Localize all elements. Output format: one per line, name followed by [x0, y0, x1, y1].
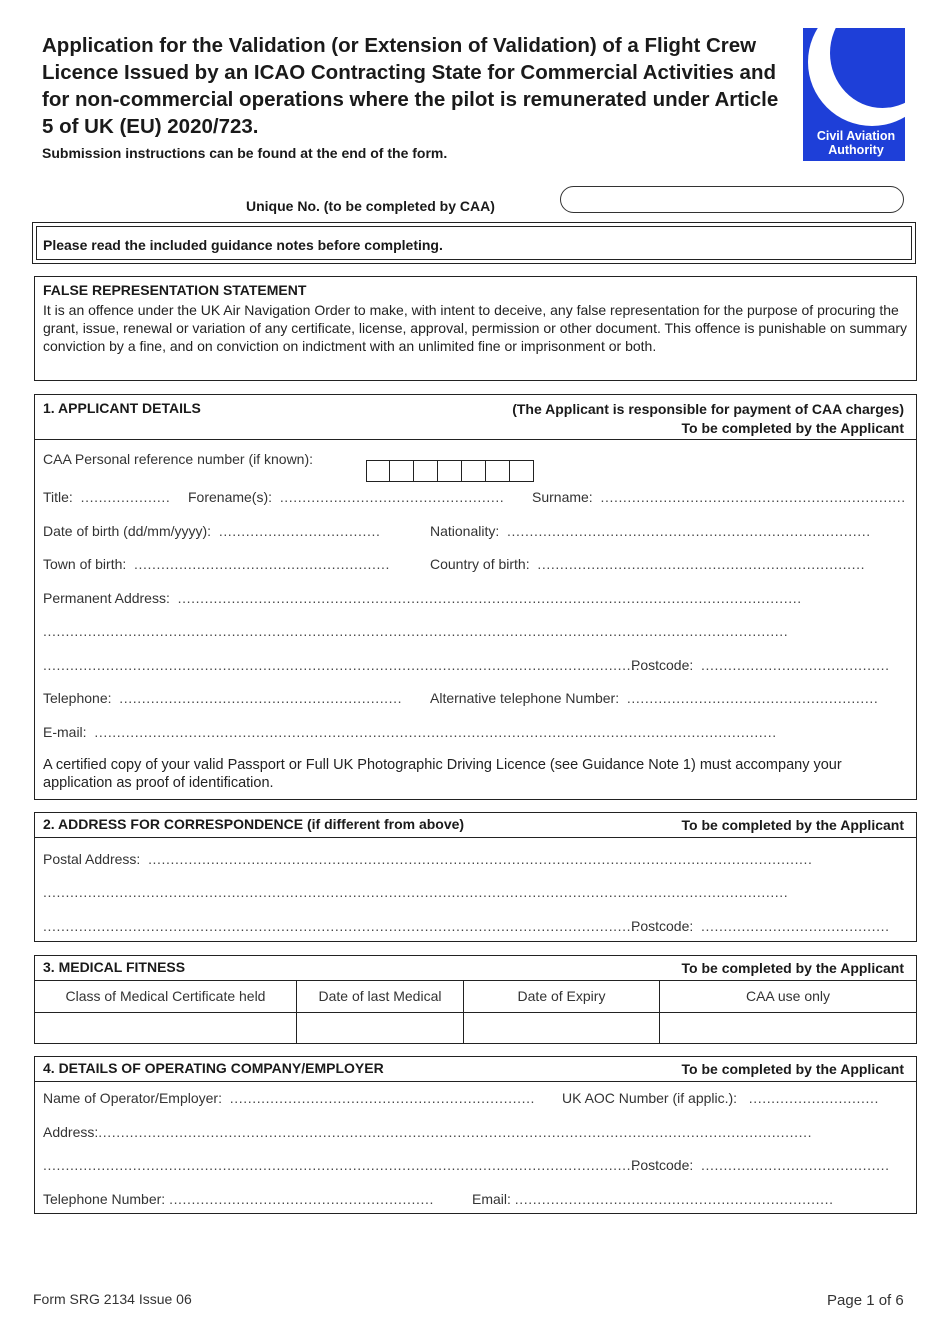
medical-class-cell[interactable]	[35, 1013, 297, 1044]
section-3-title: 3. MEDICAL FITNESS	[43, 959, 186, 975]
operator-name-label: Name of Operator/Employer:	[43, 1090, 222, 1106]
unique-number-label: Unique No. (to be completed by CAA)	[246, 198, 495, 214]
section-3-completion-note: To be completed by the Applicant	[681, 960, 904, 976]
logo-ring-cut-shape	[858, 28, 905, 88]
medical-col-last-date: Date of last Medical	[297, 980, 464, 1012]
medical-expiry-cell[interactable]	[464, 1013, 660, 1044]
section-4-title: 4. DETAILS OF OPERATING COMPANY/EMPLOYER	[43, 1060, 384, 1076]
alt-telephone-field[interactable]: Alternative telephone Number: ........................................................	[430, 690, 879, 706]
operator-name-field[interactable]: Name of Operator/Employer: ....................................................................	[43, 1090, 536, 1106]
forename-label: Forename(s):	[188, 489, 273, 505]
telephone-label: Telephone:	[43, 690, 112, 706]
permanent-address-field[interactable]: Permanent Address: ...........................................................................................................................................	[43, 590, 802, 606]
postal-address-field[interactable]: Postal Address: ....................................................................................................................................................	[43, 851, 813, 867]
ref-digit-box[interactable]	[462, 460, 486, 482]
section-4-header	[35, 1057, 916, 1082]
section-1-completion-note: To be completed by the Applicant	[681, 420, 904, 436]
logo-text-line1: Civil Aviation	[816, 129, 896, 143]
logo-text	[809, 129, 903, 157]
operator-postcode-label: Postcode:	[631, 1157, 694, 1173]
correspondence-postcode-label: Postcode:	[631, 918, 694, 934]
ref-digit-box[interactable]	[486, 460, 510, 482]
ref-number-label: CAA Personal reference number (if known):	[43, 451, 314, 467]
medical-last-date-cell[interactable]	[297, 1013, 464, 1044]
medical-col-class: Class of Medical Certificate held	[35, 980, 297, 1012]
guidance-notice-inner-border	[36, 226, 912, 260]
title-label: Title:	[43, 489, 73, 505]
surname-field[interactable]: Surname: ....................................................................	[532, 489, 906, 505]
ref-digit-box[interactable]	[510, 460, 534, 482]
postcode-field[interactable]: Postcode: ..........................................	[631, 657, 890, 673]
ref-number-boxes	[366, 460, 534, 482]
caa-logo	[803, 28, 905, 161]
submission-instructions-note: Submission instructions can be found at the end of the form.	[42, 145, 448, 161]
medical-col-expiry: Date of Expiry	[464, 980, 660, 1012]
operator-address-line2[interactable]: .....................................................................................................................................	[43, 1157, 641, 1173]
operator-email-label: Email:	[472, 1191, 511, 1207]
dob-field[interactable]: Date of birth (dd/mm/yyyy): ....................................	[43, 523, 381, 539]
ref-number-row	[43, 451, 313, 467]
operator-email-field[interactable]: Email: .......................................................................	[472, 1191, 834, 1207]
nationality-field[interactable]: Nationality: .................................................................................	[430, 523, 871, 539]
title-field[interactable]: Title: ....................	[43, 489, 171, 505]
ref-digit-box[interactable]	[414, 460, 438, 482]
email-label: E-mail:	[43, 724, 87, 740]
section-3-header	[35, 956, 916, 981]
email-field[interactable]: E-mail: ........................................................................................................................................................	[43, 724, 777, 740]
logo-text-line2: Authority	[828, 143, 884, 157]
operator-telephone-field[interactable]: Telephone Number: ...........................................................	[43, 1191, 434, 1207]
section-4-completion-note: To be completed by the Applicant	[681, 1061, 904, 1077]
section-1-responsibility	[512, 400, 904, 438]
guidance-notice-box	[32, 222, 916, 264]
postcode-label: Postcode:	[631, 657, 694, 673]
medical-caa-use-cell	[660, 1013, 916, 1044]
section-applicant-details	[34, 394, 917, 800]
section-1-header	[35, 395, 916, 440]
medical-table-row	[35, 1013, 916, 1044]
form-title: Application for the Validation (or Extension of Validation) of a Flight Crew Licence Issued by an ICAO Contracting State for Commercial Activities and for non-commercial operations where the pilot is remunerated under Article 5 of UK (EU) 2020/723.	[42, 34, 779, 138]
false-representation-heading: FALSE REPRESENTATION STATEMENT	[43, 282, 307, 298]
section-2-header	[35, 813, 916, 838]
medical-table-header-row	[35, 980, 916, 1013]
nationality-label: Nationality:	[430, 523, 500, 539]
form-identifier: Form SRG 2134 Issue 06	[33, 1291, 192, 1307]
section-1-title: 1. APPLICANT DETAILS	[43, 400, 201, 416]
country-of-birth-field[interactable]: Country of birth: .........................................................................	[430, 556, 866, 572]
alt-telephone-label: Alternative telephone Number:	[430, 690, 620, 706]
operator-postcode-field[interactable]: Postcode: ..........................................	[631, 1157, 890, 1173]
section-operating-company	[34, 1056, 917, 1214]
unique-number-field[interactable]	[560, 186, 904, 213]
section-2-title: 2. ADDRESS FOR CORRESPONDENCE (if different from above)	[43, 816, 465, 832]
page-number: Page 1 of 6	[827, 1292, 904, 1309]
section-1-charges-note: (The Applicant is responsible for payment of CAA charges)	[512, 401, 904, 417]
surname-label: Surname:	[532, 489, 593, 505]
false-representation-statement	[34, 276, 917, 381]
town-of-birth-field[interactable]: Town of birth: .........................................................	[43, 556, 390, 572]
guidance-notice-text: Please read the included guidance notes before completing.	[43, 237, 443, 253]
ref-digit-box[interactable]	[390, 460, 414, 482]
medical-col-caa-use: CAA use only	[745, 988, 831, 1004]
ref-digit-box[interactable]	[366, 460, 390, 482]
proof-of-identity-note: A certified copy of your valid Passport or Full UK Photographic Driving Licence (see Guidance Note 1) must accompany your application as proof of identification.	[43, 757, 842, 791]
aoc-number-label: UK AOC Number (if applic.):	[562, 1090, 738, 1106]
dob-label: Date of birth (dd/mm/yyyy):	[43, 523, 212, 539]
section-correspondence-address	[34, 812, 917, 942]
section-2-completion-note: To be completed by the Applicant	[681, 817, 904, 833]
permanent-address-line3[interactable]: .....................................................................................................................................	[43, 657, 641, 673]
permanent-address-label: Permanent Address:	[43, 590, 170, 606]
postal-address-label: Postal Address:	[43, 851, 141, 867]
operator-address-field[interactable]: Address:...............................................................................................................................................................	[43, 1124, 813, 1140]
country-of-birth-label: Country of birth:	[430, 556, 530, 572]
false-representation-body: It is an offence under the UK Air Navigation Order to make, with intent to deceive, any false representation for the purpose of procuring the grant, issue, renewal or variation of any certificate, license, approval, permission or other document. This offence is punishable on summary conviction by a fine, and on conviction on indictment with an unlimited fine or imprisonment or both.	[43, 302, 908, 354]
operator-address-label: Address:	[43, 1124, 99, 1140]
town-of-birth-label: Town of birth:	[43, 556, 127, 572]
operator-telephone-label: Telephone Number:	[43, 1191, 166, 1207]
forename-field[interactable]: Forename(s): ..................................................	[188, 489, 505, 505]
section-medical-fitness	[34, 955, 917, 1044]
postal-address-line2[interactable]: ......................................................................................................................................................................	[43, 884, 789, 900]
aoc-number-field[interactable]: UK AOC Number (if applic.): .............................	[562, 1090, 879, 1106]
permanent-address-line2[interactable]: ......................................................................................................................................................................	[43, 623, 789, 639]
ref-digit-box[interactable]	[438, 460, 462, 482]
correspondence-postcode-field[interactable]: Postcode: ..........................................	[631, 918, 890, 934]
telephone-field[interactable]: Telephone: ...............................................................	[43, 690, 403, 706]
postal-address-line3[interactable]: .....................................................................................................................................	[43, 918, 641, 934]
